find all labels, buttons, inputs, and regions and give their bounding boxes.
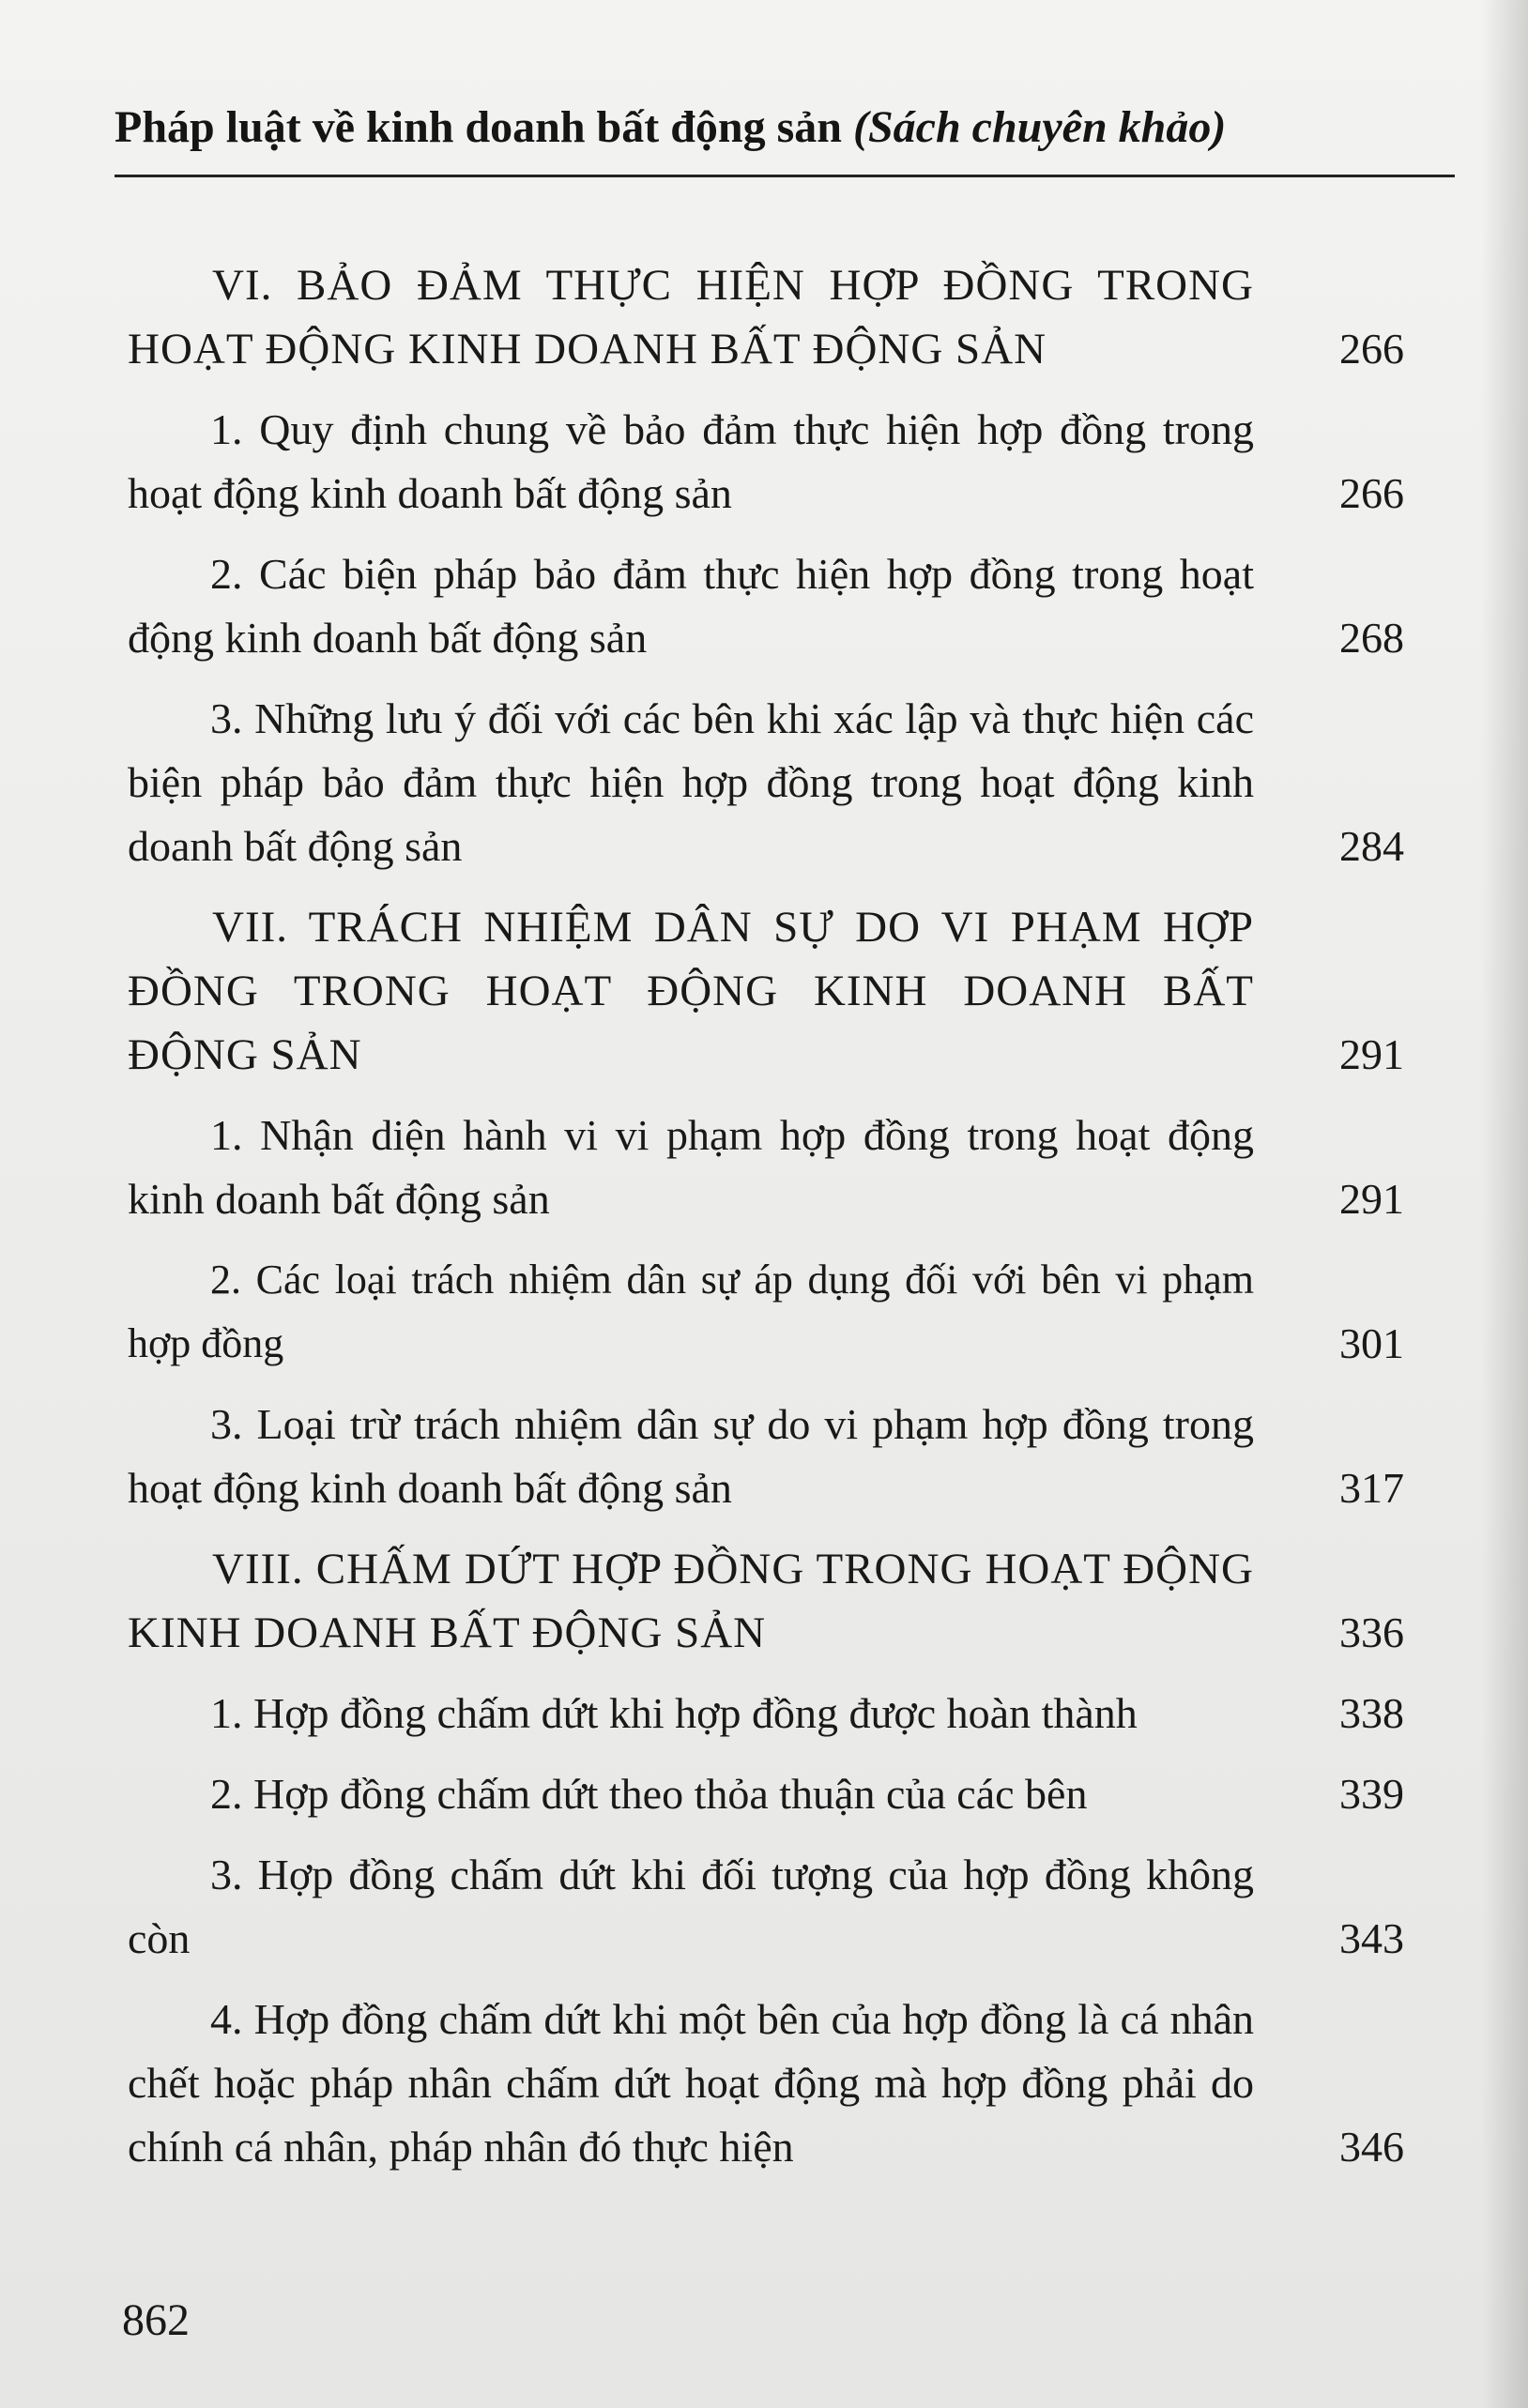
toc-item (128, 1682, 1423, 1745)
toc-entry-text: 2. Hợp đồng chấm dứt theo thỏa thuận của các bên (210, 1770, 1088, 1818)
toc-entry-text: VIII. CHẤM DỨT HỢP ĐỒNG TRONG HOẠT ĐỘNG KINH DOANH BẤT ĐỘNG SẢN (128, 1545, 1254, 1657)
toc-section-viii (128, 1537, 1423, 1665)
table-of-contents (128, 253, 1423, 2196)
toc-page-number: 317 (1339, 1464, 1404, 1512)
toc-item (128, 1393, 1423, 1520)
toc-entry-text: 3. Hợp đồng chấm dứt khi đối tượng của hợp đồng không còn (128, 1851, 1254, 1962)
header-rule (115, 175, 1455, 177)
toc-entry-text: 1. Nhận diện hành vi vi phạm hợp đồng trong hoạt động kinh doanh bất động sản (128, 1111, 1254, 1223)
toc-item (128, 542, 1423, 670)
toc-entry-text: 2. Các biện pháp bảo đảm thực hiện hợp đồng trong hoạt động kinh doanh bất động sản (128, 550, 1254, 662)
header-subtitle: (Sách chuyên khảo) (852, 102, 1227, 152)
toc-entry-text: 3. Loại trừ trách nhiệm dân sự do vi phạm hợp đồng trong hoạt động kinh doanh bất động sản (128, 1400, 1254, 1512)
toc-page-number: 339 (1339, 1770, 1404, 1818)
toc-entry-text: VII. TRÁCH NHIỆM DÂN SỰ DO VI PHẠM HỢP ĐỒNG TRONG HOẠT ĐỘNG KINH DOANH BẤT ĐỘNG SẢN (128, 903, 1254, 1079)
running-header (115, 101, 1226, 153)
toc-entry-text: 3. Những lưu ý đối với các bên khi xác lập và thực hiện các biện pháp bảo đảm thực hiện hợp đồng trong hoạt động kinh doanh bất động sản (128, 694, 1254, 870)
toc-page-number: 266 (1339, 469, 1404, 517)
toc-section-vi (128, 253, 1423, 381)
toc-entry-text: VI. BẢO ĐẢM THỰC HIỆN HỢP ĐỒNG TRONG HOẠT ĐỘNG KINH DOANH BẤT ĐỘNG SẢN (128, 261, 1254, 373)
toc-page-number: 301 (1339, 1319, 1404, 1367)
toc-entry-text: 4. Hợp đồng chấm dứt khi một bên của hợp đồng là cá nhân chết hoặc pháp nhân chấm dứt hoạt động mà hợp đồng phải do chính cá nhân, pháp nhân đó thực hiện (128, 1995, 1254, 2171)
toc-entry-text: 1. Quy định chung về bảo đảm thực hiện hợp đồng trong hoạt động kinh doanh bất động sản (128, 405, 1254, 517)
toc-entry-text: 2. Các loại trách nhiệm dân sự áp dụng đối với bên vi phạm hợp đồng (128, 1257, 1254, 1366)
toc-page-number: 343 (1339, 1914, 1404, 1962)
toc-item (128, 1104, 1423, 1231)
page-number: 862 (122, 2295, 190, 2345)
toc-page-number: 266 (1339, 325, 1404, 373)
toc-item (128, 1762, 1423, 1826)
toc-page-number: 291 (1339, 1030, 1404, 1078)
toc-item (128, 398, 1423, 526)
toc-page-number: 346 (1339, 2123, 1404, 2171)
toc-item (128, 1988, 1423, 2179)
toc-page-number: 338 (1339, 1689, 1404, 1737)
toc-item (128, 1248, 1423, 1376)
toc-page-number: 291 (1339, 1175, 1404, 1223)
toc-item (128, 1843, 1423, 1971)
toc-page-number: 336 (1339, 1608, 1404, 1656)
header-title: Pháp luật về kinh doanh bất động sản (115, 102, 842, 152)
toc-page-number: 284 (1339, 822, 1404, 870)
toc-entry-text: 1. Hợp đồng chấm dứt khi hợp đồng được hoàn thành (210, 1689, 1138, 1737)
toc-item (128, 687, 1423, 878)
toc-page-number: 268 (1339, 614, 1404, 662)
toc-section-vii (128, 895, 1423, 1087)
